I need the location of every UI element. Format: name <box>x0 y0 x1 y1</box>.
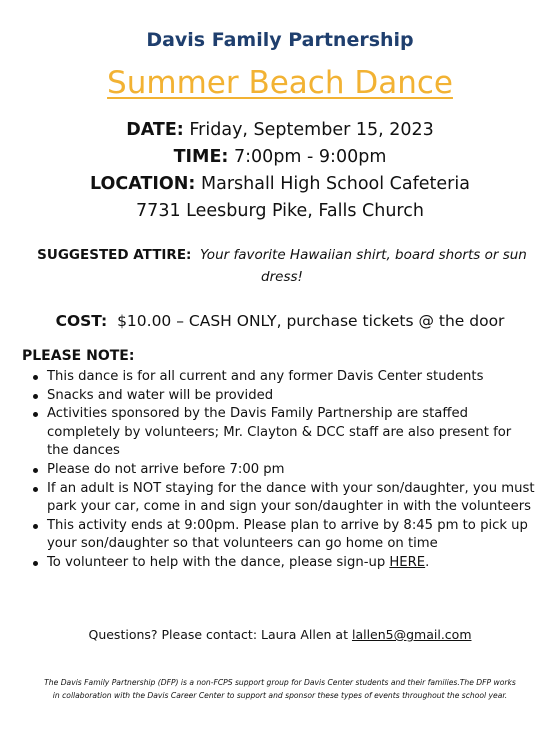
date-line <box>0 117 560 144</box>
date-value: Friday, September 15, 2023 <box>189 120 434 140</box>
suggested-attire <box>24 244 540 288</box>
contact-line <box>0 627 560 642</box>
date-label: DATE: <box>126 120 184 140</box>
attire-line-2 <box>24 266 540 288</box>
list-item: Snacks and water will be provided <box>22 387 538 406</box>
event-details <box>0 117 560 225</box>
time-line <box>0 144 560 171</box>
signup-link[interactable]: HERE <box>389 554 426 570</box>
list-item-continued: your son/daughter so that volunteers can go home on time <box>47 536 438 552</box>
attire-line-1 <box>24 244 540 266</box>
time-label: TIME: <box>173 147 229 167</box>
event-title <box>0 64 560 102</box>
organization-name: Davis Family Partnership <box>146 29 414 51</box>
location-value: Marshall High School Cafeteria <box>201 174 470 194</box>
attire-text-2: dress! <box>261 269 303 285</box>
list-item: This dance is for all current and any former Davis Center students <box>22 368 538 387</box>
time-value: 7:00pm - 9:00pm <box>234 147 387 167</box>
location-label: LOCATION: <box>90 174 196 194</box>
list-item-continued: the dances <box>47 443 120 459</box>
volunteer-period: . <box>425 554 430 570</box>
cost-value: $10.00 – CASH ONLY, purchase tickets @ the door <box>117 312 505 330</box>
cost-label: COST: <box>55 312 108 330</box>
footer-line-2: in collaboration with the Davis Career Center to support and sponsor these types of events throughout the school year. <box>52 691 508 700</box>
list-item: If an adult is NOT staying for the dance with your son/daughter, you must <box>22 480 538 499</box>
volunteer-text: To volunteer to help with the dance, please sign-up <box>47 554 386 570</box>
footer-disclaimer <box>20 676 540 702</box>
cost-line <box>0 310 560 332</box>
list-item: Activities sponsored by the Davis Family Partnership are staffed <box>22 405 538 424</box>
list-item-continued: park your car, come in and sign your son/daughter in with the volunteers <box>47 499 532 515</box>
contact-text: Questions? Please contact: Laura Allen at <box>88 627 348 642</box>
location-line <box>0 171 560 198</box>
footer-line-1: The Davis Family Partnership (DFP) is a non-FCPS support group for Davis Center students and their families.The DFP works <box>44 678 516 687</box>
notes-list <box>22 368 538 573</box>
list-item-continued: completely by volunteers; Mr. Clayton & DCC staff are also present for <box>47 424 512 440</box>
event-title-text: Summer Beach Dance <box>107 65 453 101</box>
attire-text-1: Your favorite Hawaiian shirt, board shorts or sun <box>200 247 527 263</box>
list-item <box>22 554 538 573</box>
address-line: 7731 Leesburg Pike, Falls Church <box>136 201 424 221</box>
list-item: Please do not arrive before 7:00 pm <box>22 461 538 480</box>
contact-email-link[interactable]: lallen5@gmail.com <box>351 627 472 642</box>
please-note-heading: PLEASE NOTE: <box>22 348 135 364</box>
list-item: This activity ends at 9:00pm. Please plan to arrive by 8:45 pm to pick up <box>22 517 538 536</box>
attire-label: SUGGESTED ATTIRE: <box>37 247 192 263</box>
